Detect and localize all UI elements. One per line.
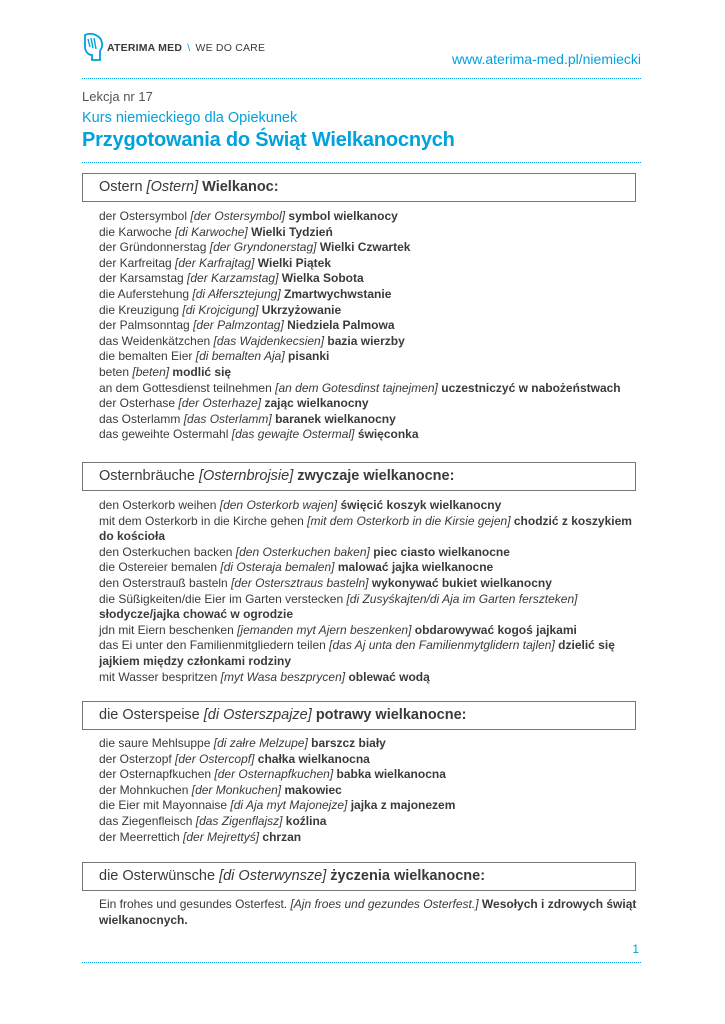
section-heading-osterspeise <box>82 701 636 730</box>
vocab-entry <box>99 752 639 768</box>
entry-polish: wykonywać bukiet wielkanocny <box>371 575 552 590</box>
entry-pronunciation: [mit dem Osterkorb in die Kirsie gejen] <box>307 513 511 528</box>
page-number: 1 <box>632 942 639 956</box>
entry-list <box>99 736 639 845</box>
entry-german: der Meerrettich <box>99 829 180 844</box>
entry-pronunciation: [jemanden myt Ajern beszenken] <box>237 622 412 637</box>
entry-polish: makowiec <box>284 782 342 797</box>
entry-german: der Karfreitag <box>99 255 172 270</box>
entry-german: die bemalten Eier <box>99 349 193 364</box>
vocab-entry <box>99 427 639 443</box>
vocab-entry <box>99 334 639 350</box>
entry-german: das Ei unter den Familienmitgliedern teilen <box>99 638 326 653</box>
entry-polish: słodycze/jajka chować w ogrodzie <box>99 607 294 622</box>
vocab-entry <box>99 592 639 623</box>
aterima-med-logo <box>82 33 265 63</box>
entry-polish: Ukrzyżowanie <box>261 302 342 317</box>
heading-polish: potrawy wielkanocne: <box>315 707 467 723</box>
entry-polish: pisanki <box>288 349 330 364</box>
entry-german: der Karsamstag <box>99 271 184 286</box>
entry-polish: Niedziela Palmowa <box>287 318 395 333</box>
heading-pronunciation: [di Osterszpajze] <box>203 707 312 723</box>
logo-separator: \ <box>187 42 191 54</box>
page-title: Przygotowania do Świąt Wielkanocnych <box>82 129 455 151</box>
entry-german: die Auferstehung <box>99 286 190 301</box>
entry-polish: chałka wielkanocna <box>257 751 370 766</box>
entry-pronunciation: [der Ostersymbol] <box>190 209 286 223</box>
heading-polish: życzenia wielkanocne: <box>330 868 486 884</box>
entry-german: das Osterlamm <box>99 411 181 426</box>
entry-pronunciation: [der Karzamstag] <box>187 271 279 286</box>
vocab-entry <box>99 576 639 592</box>
entry-pronunciation: [myt Wasa beszprycen] <box>220 669 346 684</box>
vocab-entry <box>99 498 639 514</box>
website-url[interactable]: www.aterima-med.pl/niemiecki <box>451 51 641 67</box>
entry-polish: święconka <box>357 427 419 442</box>
vocab-entry <box>99 209 639 225</box>
section-heading-osterwuensche <box>82 862 636 891</box>
heading-german: Osternbräuche <box>99 468 195 484</box>
entry-polish: jajka z majonezem <box>350 798 456 813</box>
entry-pronunciation: [der Karfrajtag] <box>175 255 255 270</box>
entry-german: das Ziegenfleisch <box>99 813 193 828</box>
entry-polish: symbol wielkanocy <box>288 209 398 223</box>
entry-german: der Osterhase <box>99 396 176 411</box>
vocab-entry <box>99 767 639 783</box>
entry-german: der Osterzopf <box>99 751 172 766</box>
vocab-entry <box>99 623 639 639</box>
vocab-entry <box>99 256 639 272</box>
entry-polish: piec ciasto wielkanocne <box>373 544 510 559</box>
heading-polish: Wielkanoc: <box>202 179 279 195</box>
vocab-entry <box>99 736 639 752</box>
entry-polish: babka wielkanocna <box>336 767 446 782</box>
heading-german: Ostern <box>99 179 143 195</box>
entry-pronunciation: [Ajn froes und gezundes Osterfest.] <box>290 897 479 911</box>
entry-polish: uczestniczyć w nabożeństwach <box>441 380 621 395</box>
entry-pronunciation: [di bemalten Aja] <box>195 349 285 364</box>
entry-pronunciation: [der Ostercopf] <box>175 751 255 766</box>
entry-german: das Weidenkätzchen <box>99 333 211 348</box>
entry-pronunciation: [di Ałfersztejung] <box>192 286 281 301</box>
entry-german: der Ostersymbol <box>99 209 188 223</box>
entry-german: den Osterkorb weihen <box>99 498 217 512</box>
section-heading-osternbraeuche <box>82 462 636 491</box>
entry-german: die Kreuzigung <box>99 302 180 317</box>
vocab-entry <box>99 225 639 241</box>
aterima-head-icon <box>82 33 104 63</box>
entry-pronunciation: [der Osterhaze] <box>178 396 262 411</box>
entry-pronunciation: [di załre Melzupe] <box>213 736 308 750</box>
entry-list <box>99 209 639 443</box>
entry-pronunciation: [di Krojcigung] <box>182 302 259 317</box>
entry-pronunciation: [beten] <box>132 364 170 379</box>
entry-pronunciation: [der Mejrettyś] <box>183 829 260 844</box>
entry-german: die Eier mit Mayonnaise <box>99 798 228 813</box>
entry-polish: koźlina <box>285 813 327 828</box>
lesson-number: Lekcja nr 17 <box>82 89 153 104</box>
heading-german: die Osterspeise <box>99 707 200 723</box>
entry-pronunciation: [di Karwoche] <box>175 224 248 239</box>
entry-polish: barszcz biały <box>311 736 386 750</box>
entry-polish: baranek wielkanocny <box>275 411 396 426</box>
entry-german: der Mohnkuchen <box>99 782 189 797</box>
entry-polish: dzielić się jajkiem między członkami rodziny <box>99 638 615 668</box>
entry-german: die Ostereier bemalen <box>99 560 218 575</box>
vocab-entry <box>99 514 639 545</box>
entry-polish: Zmartwychwstanie <box>284 286 392 301</box>
title-divider <box>82 162 641 163</box>
section-heading-ostern <box>82 173 636 202</box>
entry-german: beten <box>99 364 130 379</box>
footer-divider <box>82 962 641 963</box>
entry-list <box>99 897 639 928</box>
entry-polish: malować jajka wielkanocne <box>337 560 494 575</box>
entry-pronunciation: [der Gryndonerstag] <box>209 240 317 255</box>
entry-pronunciation: [der Monkuchen] <box>191 782 282 797</box>
entry-pronunciation: [das gewajte Ostermal] <box>231 427 355 442</box>
heading-german: die Osterwünsche <box>99 868 216 884</box>
vocab-entry <box>99 271 639 287</box>
entry-pronunciation: [den Osterkorb wajen] <box>219 498 338 512</box>
heading-pronunciation: [Osternbrojsie] <box>198 468 294 484</box>
entry-german: jdn mit Eiern beschenken <box>99 622 234 637</box>
logo-text <box>107 42 265 54</box>
heading-polish: zwyczaje wielkanocne: <box>297 468 455 484</box>
vocab-entry <box>99 545 639 561</box>
entry-list <box>99 498 639 685</box>
entry-polish: zając wielkanocny <box>264 396 369 411</box>
entry-polish: Wielki Piątek <box>257 255 332 270</box>
entry-pronunciation: [das Zigenflajsz] <box>195 813 283 828</box>
entry-german: die Karwoche <box>99 224 172 239</box>
vocab-entry <box>99 396 639 412</box>
entry-pronunciation: [di Aja myt Majonejze] <box>230 798 348 813</box>
vocab-entry <box>99 318 639 334</box>
entry-polish: święcić koszyk wielkanocny <box>340 498 502 512</box>
vocab-entry <box>99 814 639 830</box>
entry-pronunciation: [der Palmzontag] <box>193 318 284 333</box>
vocab-entry <box>99 897 639 928</box>
vocab-entry <box>99 560 639 576</box>
entry-pronunciation: [das Wajdenkecsien] <box>213 333 325 348</box>
entry-german: an dem Gottesdienst teilnehmen <box>99 380 272 395</box>
entry-german: den Osterkuchen backen <box>99 544 233 559</box>
entry-german: Ein frohes und gesundes Osterfest. <box>99 897 288 911</box>
vocab-entry <box>99 783 639 799</box>
vocab-entry <box>99 638 639 669</box>
entry-german: der Gründonnerstag <box>99 240 207 255</box>
heading-pronunciation: [Ostern] <box>146 179 199 195</box>
entry-polish: oblewać wodą <box>348 669 430 684</box>
entry-pronunciation: [das Osterlamm] <box>183 411 272 426</box>
vocab-entry <box>99 349 639 365</box>
entry-pronunciation: [an dem Gotesdinst tajnejmen] <box>275 380 438 395</box>
entry-polish: chodzić z koszykiem do kościoła <box>99 513 632 544</box>
entry-polish: Wielki Tydzień <box>251 224 333 239</box>
entry-pronunciation: [di Zusyśkajten/di Aja im Garten ferszteken] <box>346 591 578 606</box>
entry-polish: modlić się <box>172 364 232 379</box>
vocab-entry <box>99 240 639 256</box>
entry-pronunciation: [der Osternapfkuchen] <box>214 767 334 782</box>
entry-pronunciation: [der Ostersztraus basteln] <box>231 575 369 590</box>
vocab-entry <box>99 303 639 319</box>
entry-german: den Osterstrauß basteln <box>99 575 228 590</box>
entry-german: mit Wasser bespritzen <box>99 669 218 684</box>
entry-german: mit dem Osterkorb in die Kirche gehen <box>99 513 304 528</box>
heading-pronunciation: [di Osterwynsze] <box>219 868 327 884</box>
vocab-entry <box>99 381 639 397</box>
entry-polish: bazia wierzby <box>327 333 405 348</box>
logo-tagline: WE DO CARE <box>195 42 266 54</box>
vocab-entry <box>99 365 639 381</box>
entry-pronunciation: [das Aj unta den Familienmytglidern tajlen] <box>329 638 555 653</box>
entry-polish: Wielka Sobota <box>281 271 364 286</box>
vocab-entry <box>99 412 639 428</box>
entry-polish: obdarowywać kogoś jajkami <box>414 622 577 637</box>
entry-german: die saure Mehlsuppe <box>99 736 211 750</box>
vocab-entry <box>99 287 639 303</box>
entry-german: das geweihte Ostermahl <box>99 427 229 442</box>
entry-german: der Palmsonntag <box>99 318 190 333</box>
vocab-entry <box>99 798 639 814</box>
entry-german: der Osternapfkuchen <box>99 767 212 782</box>
course-name: Kurs niemieckiego dla Opiekunek <box>82 110 298 126</box>
vocab-entry <box>99 830 639 846</box>
entry-polish: Wielki Czwartek <box>319 240 411 255</box>
logo-brand: ATERIMA MED <box>107 42 183 54</box>
entry-pronunciation: [di Osteraja bemalen] <box>220 560 335 575</box>
entry-polish: chrzan <box>262 829 302 844</box>
vocab-entry <box>99 670 639 686</box>
entry-pronunciation: [den Osterkuchen baken] <box>235 544 370 559</box>
header-divider <box>82 78 641 79</box>
entry-german: die Süßigkeiten/die Eier im Garten verstecken <box>99 591 344 606</box>
entry-polish: Wesołych i zdrowych świąt wielkanocnych. <box>99 897 637 927</box>
